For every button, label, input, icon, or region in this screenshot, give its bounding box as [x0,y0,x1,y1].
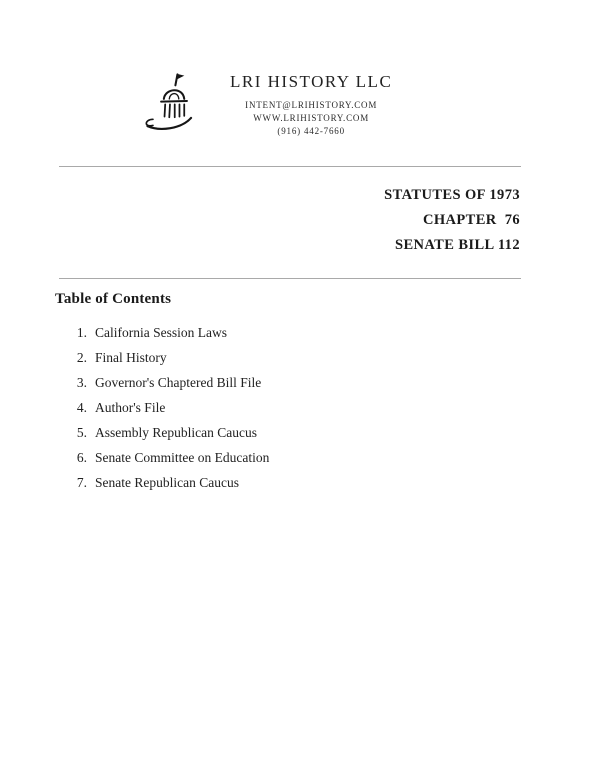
toc-item-label: Senate Republican Caucus [95,475,239,490]
toc-item [55,376,600,390]
divider-top [59,166,521,167]
toc-item [55,351,600,365]
toc-item-label: Final History [95,350,167,365]
toc-item-number: 5. [76,425,87,440]
senate-bill-line: SENATE BILL 112 [394,237,520,253]
document-info [0,183,600,258]
toc-item-number: 6. [76,450,87,465]
toc-item-label: Author's File [95,400,166,415]
toc-item-label: Senate Committee on Education [95,450,270,465]
company-email: INTENT@LRIHISTORY.COM [245,100,378,110]
toc-item-number: 4. [76,400,87,415]
statutes-line: STATUTES OF 1973 [384,187,520,203]
divider-bottom [59,278,521,279]
toc-item-label: California Session Laws [95,325,227,340]
toc-item-number: 2. [76,350,87,365]
toc-item [55,401,600,415]
capitol-sketch-logo-icon [138,64,206,142]
company-website: WWW.LRIHISTORY.COM [253,113,370,123]
toc-list [55,326,600,490]
letterhead-text [230,62,392,138]
toc-item-label: Assembly Republican Caucus [95,425,257,440]
toc-item-number: 3. [76,375,87,390]
toc-item [55,326,600,340]
company-phone: (916) 442-7660 [277,126,345,136]
chapter-line: CHAPTER 76 [422,212,520,228]
letterhead [138,62,600,142]
toc-item [55,451,600,465]
company-name: LRI HISTORY LLC [230,72,393,91]
toc-item [55,476,600,490]
toc-title: Table of Contents [55,291,172,307]
toc-item-label: Governor's Chaptered Bill File [95,375,262,390]
toc-item [55,426,600,440]
toc-item-number: 7. [76,475,87,490]
toc-item-number: 1. [76,325,87,340]
table-of-contents [55,291,600,490]
